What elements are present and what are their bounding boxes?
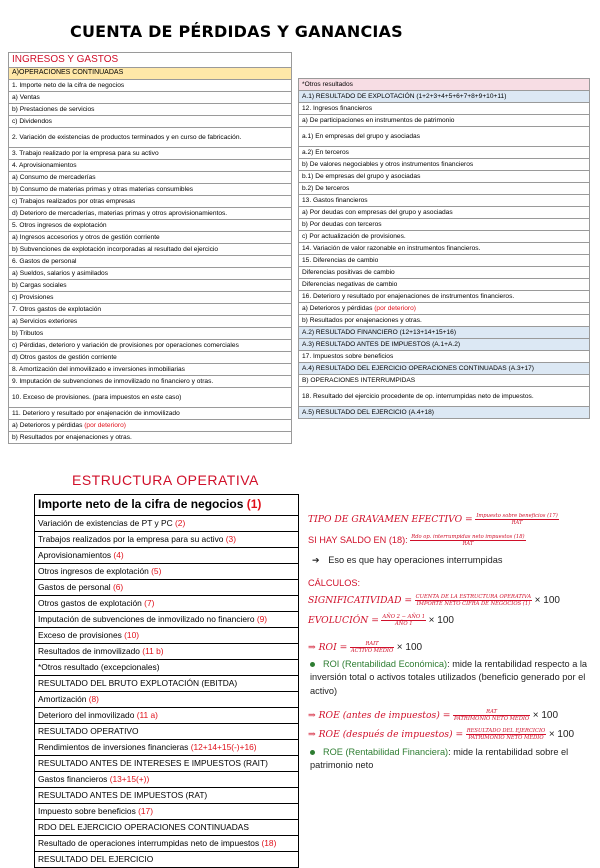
pl-right-row: Diferencias negativas de cambio [299,279,590,291]
bullet-icon [310,750,315,755]
pl-right-row: 17. Impuestos sobre beneficios [299,351,590,363]
estructura-row: Gastos de personal (6) [35,580,299,596]
evolucion-fraction: $\frac{\text{AÑO 2 − AÑO 1}}{\text{AÑO 1}}$ [382,614,426,627]
pl-left-row: a) Deterioros y pérdidas (por deterioro) [9,420,292,432]
pl-right-row: *Otros resultados [299,79,590,91]
pl-right-row: A.4) RESULTADO DEL EJERCICIO OPERACIONES CONTINUADAS (A.3+17) [299,363,590,375]
estructura-row: Impuesto sobre beneficios (17) [35,804,299,820]
pl-left-row: b) Prestaciones de servicios [9,104,292,116]
pl-right-row: b.2) De terceros [299,183,590,195]
pl-right-row: B) OPERACIONES INTERRUMPIDAS [299,375,590,387]
pl-right-row: A.2) RESULTADO FINANCIERO (12+13+14+15+16) [299,327,590,339]
pl-left-row: c) Provisiones [9,292,292,304]
estructura-row: RDO DEL EJERCICIO OPERACIONES CONTINUADAS [35,820,299,836]
estructura-operativa-table [34,494,299,868]
estructura-row: Rendimientos de inversiones financieras (12+14+15(-)+16) [35,740,299,756]
pl-right-row: b) Por deudas con terceros [299,219,590,231]
estructura-row: Trabajos realizados por la empresa para su activo (3) [35,532,299,548]
pl-right-row: 18. Resultado del ejercicio procedente de op. interrumpidas neto de impuestos. [299,387,590,407]
roe-description: ROE (Rentabilidad Financiera): mide la rentabilidad sobre el patrimonio neto [310,747,569,771]
tipo-gravamen-fraction: $\frac{\text{Impuesto sobre beneficios (17)}}{\text{RAT}}$ [476,513,558,526]
pl-left-row: c) Trabajos realizados por otras empresas [9,196,292,208]
roe-antes-formula: ⇒ ROE (antes de impuestos) = $\frac{\text{RAT}}{\text{PATRIMONIO NETO MEDIO}}$ × 100 [308,709,559,722]
pl-right-row: A.3) RESULTADO ANTES DE IMPUESTOS (A.1+A.2) [299,339,590,351]
income-statement-right-table [298,78,590,419]
estructura-row: Exceso de provisiones (10) [35,628,299,644]
pl-right-row: a) Por deudas con empresas del grupo y asociadas [299,207,590,219]
pl-left-row: 4. Aprovisionamientos [9,160,292,172]
pl-left-row: a) Ingresos accesorios y otros de gestión corriente [9,232,292,244]
estructura-head-row: Importe neto de la cifra de negocios (1) [35,495,299,516]
arrow-note: ➔ Eso es que hay operaciones interrumpidas [312,555,503,565]
pl-left-row: a) Sueldos, salarios y asimilados [9,268,292,280]
pl-left-row: 11. Deterioro y resultado por enajenación de inmovilizado [9,408,292,420]
estructura-row: Gastos financieros (13+15(+)) [35,772,299,788]
pl-left-row: b) Consumo de materias primas y otras materias consumibles [9,184,292,196]
pl-left-row: a) Ventas [9,92,292,104]
pl-right-row: a.2) En terceros [299,147,590,159]
pl-left-row: 6. Gastos de personal [9,256,292,268]
pl-left-row: 3. Trabajo realizado por la empresa para su activo [9,148,292,160]
estructura-operativa-title: ESTRUCTURA OPERATIVA [72,472,259,488]
estructura-row: Resultado de operaciones interrumpidas neto de impuestos (18) [35,836,299,852]
significatividad-formula: SIGNIFICATIVIDAD = $\frac{\text{CUENTA DE LA ESTRUCTURA OPERATIVA}}{\text{IMPORTE NETO CIFRA DE NEGOCIOS (1)}}$ × 100 [308,594,560,607]
pl-left-row: c) Dividendos [9,116,292,128]
pl-left-row: 7. Otros gastos de explotación [9,304,292,316]
estructura-row: RESULTADO OPERATIVO [35,724,299,740]
estructura-row: Variación de existencias de PT y PC (2) [35,516,299,532]
pl-right-row: 12. Ingresos financieros [299,103,590,115]
roe-despues-formula: ⇒ ROE (después de impuestos) = $\frac{\text{RESULTADO DEL EJERCICIO}}{\text{PATRIMONIO NETO MEDIO}}$ × 100 [308,728,575,741]
pl-right-row: 13. Gastos financieros [299,195,590,207]
estructura-row: Otros gastos de explotación (7) [35,596,299,612]
pl-right-row: b) De valores negociables y otros instrumentos financieros [299,159,590,171]
pl-right-row: Diferencias positivas de cambio [299,267,590,279]
arrow-right-icon: ➔ [312,555,320,565]
roi-formula: ⇒ ROI = $\frac{\text{RAIT}}{\text{ACTIVO MEDIO}}$ × 100 [308,641,423,654]
pl-left-row: 2. Variación de existencias de productos terminados y en curso de fabricación. [9,128,292,148]
pl-right-row: b) Resultados por enajenaciones y otras. [299,315,590,327]
saldo-18-fraction: $\frac{\text{Rdo op. interrumpidas neto impuestos (18)}}{\text{RAT}}$ [411,534,525,547]
pl-right-row: a.1) En empresas del grupo y asociadas [299,127,590,147]
pl-right-row: 14. Variación de valor razonable en instrumentos financieros. [299,243,590,255]
pl-right-row: 15. Diferencias de cambio [299,255,590,267]
pl-right-row: a) Deterioros y pérdidas (por deterioro) [299,303,590,315]
evolucion-formula: EVOLUCIÓN = $\frac{\text{AÑO 2 − AÑO 1}}{\text{AÑO 1}}$ × 100 [308,614,454,627]
estructura-row: Deterioro del inmovilizado (11 a) [35,708,299,724]
pl-right-row: A.1) RESULTADO DE EXPLOTACIÓN (1+2+3+4+5+6+7+8+9+10+11) [299,91,590,103]
pl-left-row: a) Consumo de mercaderías [9,172,292,184]
pl-left-row: d) Deterioro de mercaderías, materias primas y otros aprovisionamientos. [9,208,292,220]
pl-left-row: b) Tributos [9,328,292,340]
document-title: CUENTA DE PÉRDIDAS Y GANANCIAS [70,22,403,41]
pl-left-row: b) Resultados por enajenaciones y otras. [9,432,292,444]
operaciones-continuadas-header: A)OPERACIONES CONTINUADAS [9,68,292,80]
saldo-18-formula: SI HAY SALDO EN (18): $\frac{\text{Rdo op. interrumpidas neto impuestos (18)}}{\text{RAT}}$ [308,534,525,547]
pl-left-row: 9. Imputación de subvenciones de inmovilizado no financiero y otras. [9,376,292,388]
pl-left-row: 8. Amortización del inmovilizado e inversiones inmobiliarias [9,364,292,376]
pl-right-row: A.5) RESULTADO DEL EJERCICIO (A.4+18) [299,407,590,419]
pl-right-row: a) De participaciones en instrumentos de patrimonio [299,115,590,127]
significatividad-fraction: $\frac{\text{CUENTA DE LA ESTRUCTURA OPERATIVA}}{\text{IMPORTE NETO CIFRA DE NEGOCIOS (1)}}$ [415,594,532,607]
tipo-gravamen-formula: TIPO DE GRAVAMEN EFECTIVO = $\frac{\text{Impuesto sobre beneficios (17)}}{\text{RAT}}$ [308,513,558,526]
pl-right-row: 16. Deterioro y resultado por enajenaciones de instrumentos financieros. [299,291,590,303]
pl-left-row: a) Servicios exteriores [9,316,292,328]
pl-left-row: 1. Importe neto de la cifra de negocios [9,80,292,92]
roe-despues-fraction: $\frac{\text{RESULTADO DEL EJERCICIO}}{\text{PATRIMONIO NETO MEDIO}}$ [466,728,546,741]
roi-fraction: $\frac{\text{RAIT}}{\text{ACTIVO MEDIO}}$ [350,641,394,654]
pl-left-row: 10. Exceso de provisiones. (para impuestos en este caso) [9,388,292,408]
estructura-row: Imputación de subvenciones de inmovilizado no financiero (9) [35,612,299,628]
estructura-row: Aprovisionamientos (4) [35,548,299,564]
estructura-row: RESULTADO DEL EJERCICIO [35,852,299,868]
pl-left-row: 5. Otros ingresos de explotación [9,220,292,232]
pl-right-row: b.1) De empresas del grupo y asociadas [299,171,590,183]
pl-left-row: b) Subvenciones de explotación incorporadas al resultado del ejercicio [9,244,292,256]
estructura-row: Resultados de inmovilizado (11 b) [35,644,299,660]
estructura-row: RESULTADO DEL BRUTO EXPLOTACIÓN (EBITDA) [35,676,299,692]
pl-right-row: c) Por actualización de provisiones. [299,231,590,243]
pl-left-row: c) Pérdidas, deterioro y variación de provisiones por operaciones comerciales [9,340,292,352]
ingresos-gastos-header: INGRESOS Y GASTOS [9,53,292,68]
estructura-row: Amortización (8) [35,692,299,708]
calculos-label: CÁLCULOS: [308,578,361,588]
income-statement-left-table [8,52,292,444]
estructura-row: *Otros resultado (excepcionales) [35,660,299,676]
pl-left-row: b) Cargas sociales [9,280,292,292]
pl-left-row: d) Otros gastos de gestión corriente [9,352,292,364]
estructura-row: RESULTADO ANTES DE INTERESES E IMPUESTOS (RAIT) [35,756,299,772]
roe-antes-fraction: $\frac{\text{RAT}}{\text{PATRIMONIO NETO MEDIO}}$ [453,709,530,722]
roi-description: ROI (Rentabilidad Económica): mide la rentabilidad respecto a la inversión total o activos totales utilizados (beneficio generado por el activo) [310,659,588,696]
estructura-row: RESULTADO ANTES DE IMPUESTOS (RAT) [35,788,299,804]
bullet-icon [310,662,315,667]
estructura-row: Otros ingresos de explotación (5) [35,564,299,580]
